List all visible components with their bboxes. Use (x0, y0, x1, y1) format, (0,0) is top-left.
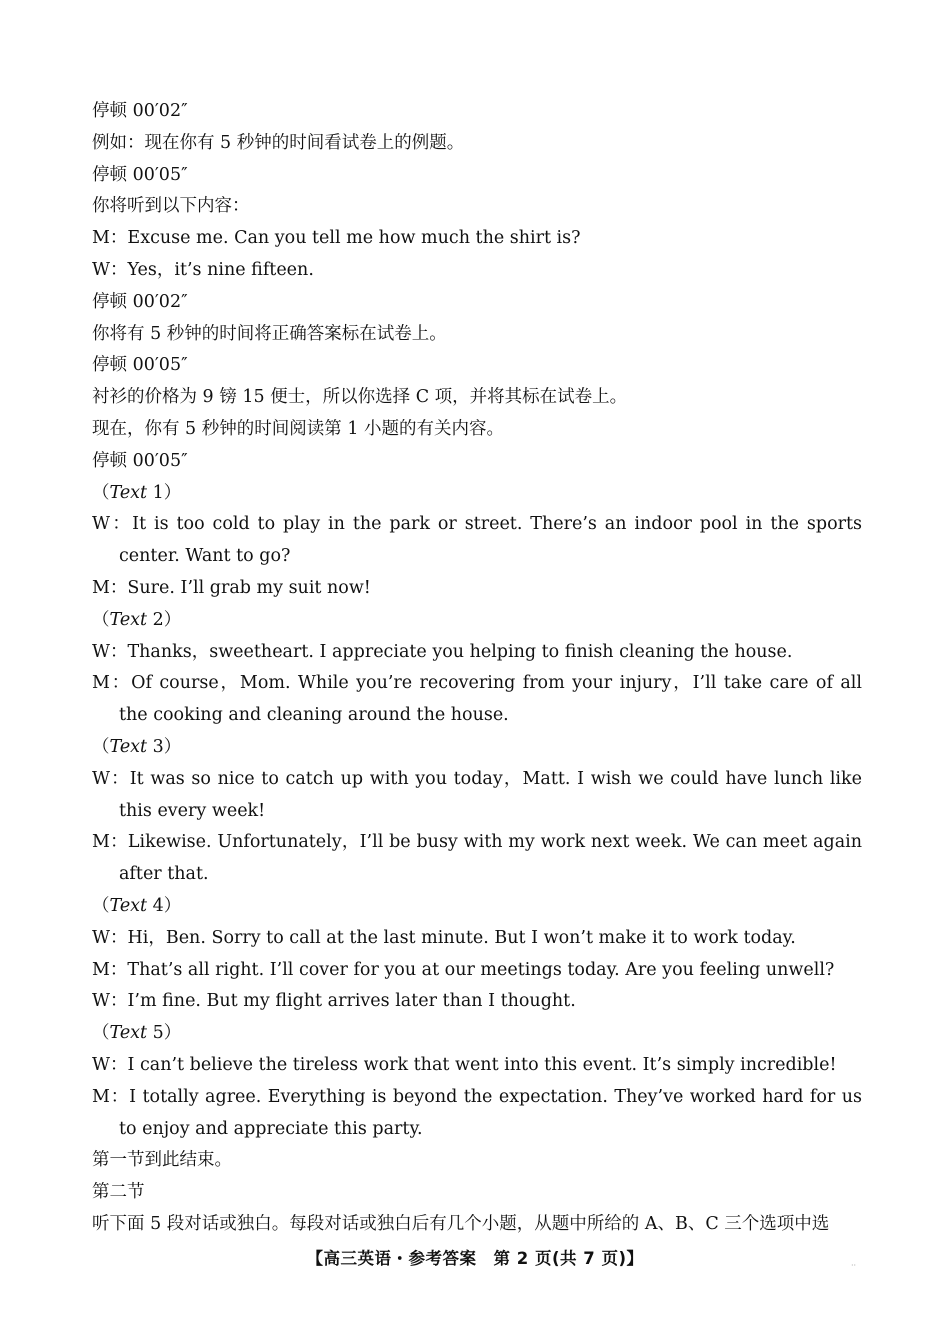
page-footer: 【高三英语・参考答案 第 2 页(共 7 页)】 (306, 1249, 644, 1268)
text-label: Text (109, 609, 148, 630)
dialogue-line: W：Thanks，sweetheart. I appreciate you helping to finish cleaning the house. (92, 641, 793, 662)
text-label: Text (109, 1023, 148, 1044)
text-heading: （Text 1） (92, 482, 182, 503)
pause-line: 停顿 00′05″ (92, 355, 188, 376)
dialogue-line: W：Hi，Ben. Sorry to call at the last minute. But I won’t make it to work today. (92, 927, 796, 948)
section-end-line: 第一节到此结束。 (92, 1150, 232, 1171)
text-heading: （Text 4） (92, 895, 182, 916)
pause-line: 停顿 00′05″ (92, 164, 188, 185)
dialogue-line: W：Yes，it’s nine fifteen. (92, 259, 314, 280)
text-heading: （Text 3） (92, 736, 182, 757)
dialogue-line: M：I totally agree. Everything is beyond the expectation. They’ve worked hard for us to enjoy and appreciate this party. (92, 1086, 862, 1139)
dialogue-line: W：I can’t believe the tireless work that went into this event. It’s simply incredible! (92, 1054, 837, 1075)
instruction-line: 例如：现在你有 5 秒钟的时间看试卷上的例题。 (92, 132, 465, 153)
text-heading: （Text 2） (92, 609, 182, 630)
section-heading: 第二节 (92, 1182, 145, 1203)
section-instruction: 听下面 5 段对话或独白。每段对话或独白后有几个小题，从题中所给的 A、B、C 三个选项中选 (92, 1213, 830, 1234)
transcript-body (92, 96, 862, 1241)
dialogue-line: M：Likewise. Unfortunately，I’ll be busy with my work next week. We can meet again after that. (92, 832, 862, 885)
text-heading: （Text 5） (92, 1023, 182, 1044)
dialogue-line: W：I’m fine. But my flight arrives later than I thought. (92, 991, 576, 1012)
pause-line: 停顿 00′02″ (92, 291, 188, 312)
dialogue-line: M：Excuse me. Can you tell me how much the shirt is? (92, 228, 581, 249)
text-label: Text (109, 482, 148, 503)
text-label: Text (109, 736, 148, 757)
pause-line: 停顿 00′05″ (92, 450, 188, 471)
dialogue-line: W：It is too cold to play in the park or street. There’s an indoor pool in the sports center. Want to go? (92, 514, 862, 567)
instruction-line: 你将有 5 秒钟的时间将正确答案标在试卷上。 (92, 323, 447, 344)
instruction-line: 你将听到以下内容： (92, 196, 250, 217)
pause-line: 停顿 00′02″ (92, 101, 188, 121)
dialogue-line: M：That’s all right. I’ll cover for you at our meetings today. Are you feeling unwell? (92, 959, 835, 980)
dialogue-line: W：It was so nice to catch up with you today，Matt. I wish we could have lunch like this every week! (92, 768, 862, 821)
text-label: Text (109, 895, 148, 916)
dialogue-line: M：Of course，Mom. While you’re recovering from your injury，I’ll take care of all the cooking and cleaning around the house. (92, 673, 862, 726)
instruction-line: 现在，你有 5 秒钟的时间阅读第 1 小题的有关内容。 (92, 418, 505, 439)
corner-mark: ·· (851, 1261, 857, 1270)
instruction-line: 衬衫的价格为 9 镑 15 便士，所以你选择 C 项，并将其标在试卷上。 (92, 387, 628, 408)
dialogue-line: M：Sure. I’ll grab my suit now! (92, 577, 371, 598)
